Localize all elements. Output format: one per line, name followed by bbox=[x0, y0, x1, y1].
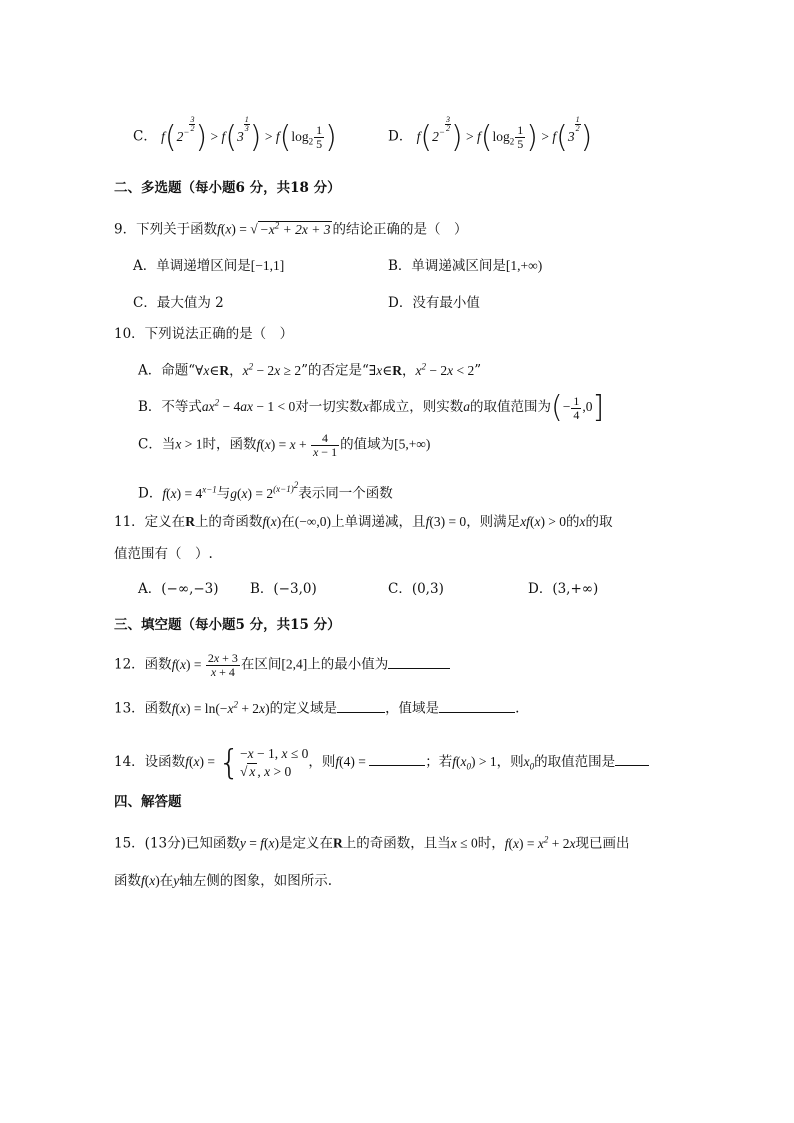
q13-stem: 13．函数$f(x) = \ln(-x^2 + 2x)$的定义域是 ，值域是 . bbox=[114, 699, 520, 717]
q8-d-expression: $f(2^{- \frac{3}{2}}$ ) > $f(\log_2$ $\frac{1}{5}$ ) > f(3 $^{\frac{1}{2}}$ ) bbox=[416, 115, 593, 155]
q10-option-d: D．$f(x) = 4^{x-1}$与$g(x) = 2^{(x-1)^2}$表示同一个函数 bbox=[138, 480, 393, 502]
q15-stem-line2: 函数f(x)在y轴左侧的图象，如图所示. bbox=[114, 873, 333, 889]
q9-option-d: D．没有最小值 bbox=[388, 295, 480, 311]
q10-option-c: C．当x > 1时，函数f(x) = x + $\frac{4}{x - 1}$ 的值域为[5,+∞) bbox=[138, 431, 431, 459]
q9-stem: 9．下列关于函数f(x) = √ $-x^2 + 2x + 3$ 的结论正确的是（ ） bbox=[114, 220, 468, 238]
q9-function: f(x) = √ $-x^2 + 2x + 3$ bbox=[217, 220, 331, 237]
q11-option-c: C．(0,3) bbox=[388, 581, 444, 597]
q12-answer-blank[interactable] bbox=[388, 654, 450, 669]
q13-range-blank[interactable] bbox=[439, 698, 515, 713]
q13-domain-blank[interactable] bbox=[337, 698, 385, 713]
q9-option-c: C．最大值为 2 bbox=[133, 295, 224, 311]
section-3-title: 三、填空题（每小题5 分，共15 分） bbox=[114, 617, 341, 633]
section-4-title: 四、解答题 bbox=[114, 794, 182, 810]
q11-option-b: B．(−3,0) bbox=[250, 581, 317, 597]
q14-range-blank[interactable] bbox=[615, 751, 649, 766]
q10-option-b: B．不等式$ax^2 - 4ax - 1 < 0$对一切实数x都成立，则实数a的取值范围为(− $\frac{1}{4}$ ,0] bbox=[138, 390, 605, 425]
q11-option-d: D．(3,+∞) bbox=[528, 581, 599, 597]
q9-option-b: B．单调递减区间是[1,+∞) bbox=[388, 258, 543, 274]
q8-option-c: C． $f(2^{- \frac{3}{2}}$ ) > f(3 $^{\frac{1}{3}}$ ) > $f(\log_2$ $\frac{1}{5}$ ) bbox=[133, 115, 337, 155]
q14-stem: 14．设函数f(x) = { −x − 1, x ≤ 0 √ x , x > 0 ，则f(4) = ；若$f(x_0) > 1$，则$x_0$的取值范围是 bbox=[114, 745, 649, 781]
q8-c-expression: $f(2^{- \frac{3}{2}}$ ) > f(3 $^{\frac{1}{3}}$ ) > $f(\log_2$ $\frac{1}{5}$ ) bbox=[161, 115, 337, 155]
q11-stem-line2: 值范围有（ ）. bbox=[114, 546, 213, 562]
q15-stem-line1: 15．(13分)已知函数y = f(x)是定义在R上的奇函数，且当x ≤ 0时，$f(x) = x^2 + 2x$现已画出 bbox=[114, 834, 630, 852]
q11-stem-line1: 11．定义在R上的奇函数f(x)在(−∞,0)上单调递减，且f(3) = 0，则满足xf(x) > 0的x的取 bbox=[114, 514, 613, 530]
q9-option-a: A．单调递增区间是[−1,1] bbox=[133, 258, 285, 274]
q10-option-a: A．命题“∀x∈R，$x^2 - 2x \ge 2$”的否定是“∃x∈R，$x^2 - 2x < 2$” bbox=[138, 361, 482, 379]
q11-option-a: A．(−∞,−3) bbox=[138, 581, 219, 597]
q14-value-blank[interactable] bbox=[369, 751, 425, 766]
q8-option-d: D． $f(2^{- \frac{3}{2}}$ ) > $f(\log_2$ $\frac{1}{5}$ ) > f(3 $^{\frac{1}{2}}$ ) bbox=[388, 115, 593, 155]
q10-stem: 10．下列说法正确的是（ ） bbox=[114, 326, 294, 342]
q12-stem: 12．函数f(x) = $\frac{2x + 3}{x + 4}$ 在区间[2,4]上的最小值为 bbox=[114, 652, 450, 679]
section-2-title: 二、多选题（每小题6 分，共18 分） bbox=[114, 180, 341, 196]
